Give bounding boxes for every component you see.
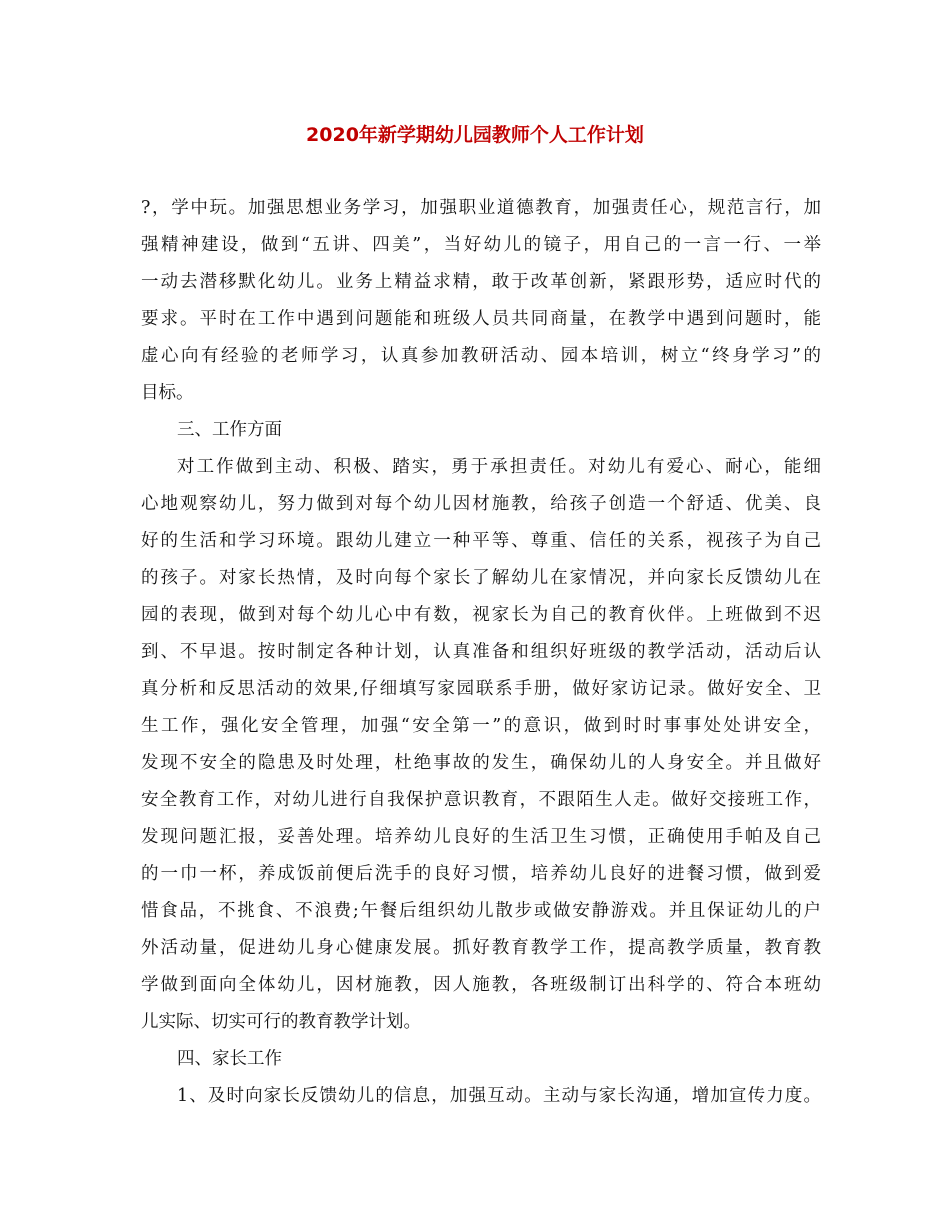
text-line: 生工作，强化安全管理，加强“安全第一”的意识，做到时时事事处处讲安全， xyxy=(141,716,821,736)
text-line: 发现不安全的隐患及时处理，杜绝事故的发生，确保幼儿的人身安全。并且做好 xyxy=(141,753,821,773)
text-line: 好的生活和学习环境。跟幼儿建立一种平等、尊重、信任的关系，视孩子为自己 xyxy=(141,531,821,551)
text-line: ?，学中玩。加强思想业务学习，加强职业道德教育，加强责任心，规范言行，加 xyxy=(141,198,821,218)
text-line: 惜食品，不挑食、不浪费;午餐后组织幼儿散步或做安静游戏。并且保证幼儿的户 xyxy=(141,901,821,921)
text-line: 要求。平时在工作中遇到问题能和班级人员共同商量，在教学中遇到问题时，能 xyxy=(141,309,821,329)
text-line: 一动去潜移默化幼儿。业务上精益求精，敢于改革创新，紧跟形势，适应时代的 xyxy=(141,272,821,292)
text-line: 园的表现，做到对每个幼儿心中有数，视家长为自己的教育伙伴。上班做到不迟 xyxy=(141,605,821,625)
text-line: 强精神建设，做到“五讲、四美”，当好幼儿的镜子，用自己的一言一行、一举 xyxy=(141,235,821,255)
text-line: 学做到面向全体幼儿，因材施教，因人施教，各班级制订出科学的、符合本班幼 xyxy=(141,975,821,995)
text-line: 1、及时向家长反馈幼儿的信息，加强互动。主动与家长沟通，增加宣传力度。 xyxy=(177,1086,821,1106)
text-line: 的孩子。对家长热情，及时向每个家长了解幼儿在家情况，并向家长反馈幼儿在 xyxy=(141,568,821,588)
text-line: 真分析和反思活动的效果,仔细填写家园联系手册，做好家访记录。做好安全、卫 xyxy=(141,679,821,699)
document-body xyxy=(141,190,821,1115)
text-line: 的一巾一杯，养成饭前便后洗手的良好习惯，培养幼儿良好的进餐习惯，做到爱 xyxy=(141,864,821,884)
text-line: 目标。 xyxy=(141,383,194,403)
text-line: 外活动量，促进幼儿身心健康发展。抓好教育教学工作，提高教学质量，教育教 xyxy=(141,938,821,958)
document-title: 2020年新学期幼儿园教师个人工作计划 xyxy=(306,124,644,146)
text-line: 儿实际、切实可行的教育教学计划。 xyxy=(141,1012,421,1032)
text-line: 发现问题汇报，妥善处理。培养幼儿良好的生活卫生习惯，正确使用手帕及自己 xyxy=(141,827,821,847)
text-line: 心地观察幼儿，努力做到对每个幼儿因材施教，给孩子创造一个舒适、优美、良 xyxy=(141,494,821,514)
text-line: 对工作做到主动、积极、踏实，勇于承担责任。对幼儿有爱心、耐心，能细 xyxy=(177,457,821,477)
text-line: 到、不早退。按时制定各种计划，认真准备和组织好班级的教学活动，活动后认 xyxy=(141,642,821,662)
text-line: 三、工作方面 xyxy=(177,420,282,440)
text-line: 虚心向有经验的老师学习，认真参加教研活动、园本培训，树立“终身学习”的 xyxy=(141,346,821,366)
text-line: 安全教育工作，对幼儿进行自我保护意识教育，不跟陌生人走。做好交接班工作， xyxy=(141,790,821,810)
text-line: 四、家长工作 xyxy=(177,1049,282,1069)
